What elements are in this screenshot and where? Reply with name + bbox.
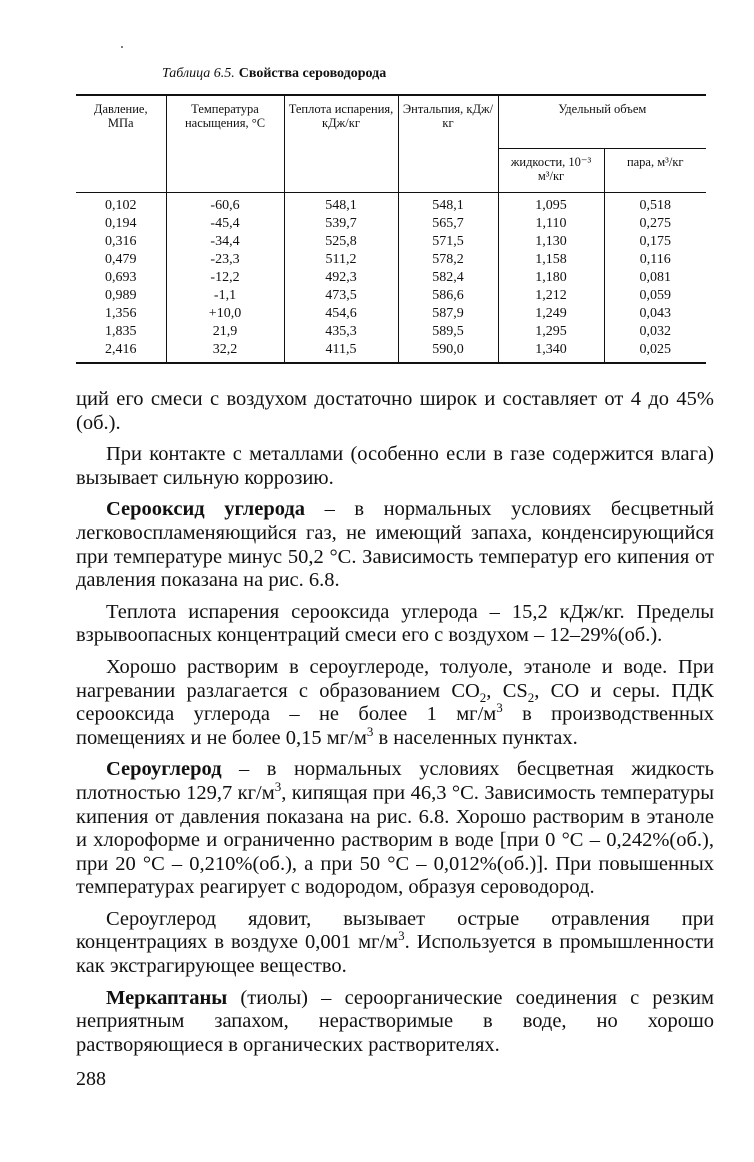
superscript: 3 xyxy=(274,779,282,795)
cell-enthalpy: 578,2 xyxy=(398,251,498,269)
table-body xyxy=(76,193,706,364)
cell-enthalpy: 548,1 xyxy=(398,193,498,216)
table-number: Таблица 6.5. xyxy=(162,66,235,81)
table-caption xyxy=(162,66,386,82)
cell-liquid-volume: 1,340 xyxy=(498,341,604,363)
table-row xyxy=(76,193,706,216)
paragraph-7-text-a: Сероуглерод ядовит, вызывает острые отравления при концентрациях в воздухе 0,001 мг/м xyxy=(76,907,714,954)
table-row xyxy=(76,251,706,269)
term-carbonyl-sulfide: Серооксид углерода xyxy=(106,498,306,521)
cell-evaporation-heat: 473,5 xyxy=(284,287,398,305)
cell-enthalpy: 589,5 xyxy=(398,323,498,341)
cell-liquid-volume: 1,295 xyxy=(498,323,604,341)
print-speck xyxy=(121,46,123,48)
cell-enthalpy: 587,9 xyxy=(398,305,498,323)
cell-saturation-temperature: -45,4 xyxy=(166,215,284,233)
cell-saturation-temperature: -60,6 xyxy=(166,193,284,216)
cell-evaporation-heat: 435,3 xyxy=(284,323,398,341)
table-row xyxy=(76,233,706,251)
paragraph-7-text-b: . Используется в промышленности как экстрагирующее вещество. xyxy=(76,931,714,978)
superscript: 3 xyxy=(398,928,405,944)
cell-liquid-volume: 1,249 xyxy=(498,305,604,323)
header-saturation-temperature: Температура насыщения, °С xyxy=(166,95,284,193)
paragraph-6-text-a: – в нормальных условиях бесцветная жидкость плотностью 129,7 кг/м xyxy=(76,758,714,804)
header-vapor-volume: пара, м³/кг xyxy=(604,148,706,192)
cell-liquid-volume: 1,095 xyxy=(498,193,604,216)
header-liquid-volume: жидкости, 10⁻³ м³/кг xyxy=(498,148,604,192)
header-pressure: Давление, МПа xyxy=(76,95,166,193)
cell-liquid-volume: 1,180 xyxy=(498,269,604,287)
paragraph-7 xyxy=(76,908,714,979)
paragraph-8-text: (тиолы) – сероорганические соединения с резким неприятным запахом, нерастворимые в воде, но хорошо растворяющиеся в органических растворителях. xyxy=(76,986,714,1056)
paragraph-5-text-d: в производственных помещениях и не более 0,15 мг/м xyxy=(76,703,714,749)
table-row xyxy=(76,323,706,341)
page-number: 288 xyxy=(76,1068,106,1090)
cell-enthalpy: 586,6 xyxy=(398,287,498,305)
paragraph-5-text-e: в населенных пунктах. xyxy=(373,726,578,749)
header-evaporation-heat: Теплота испарения, кДж/кг xyxy=(284,95,398,193)
cell-pressure: 1,356 xyxy=(76,305,166,323)
cell-evaporation-heat: 511,2 xyxy=(284,251,398,269)
cell-enthalpy: 590,0 xyxy=(398,341,498,363)
cell-pressure: 0,989 xyxy=(76,287,166,305)
cell-saturation-temperature: -1,1 xyxy=(166,287,284,305)
cell-saturation-temperature: -34,4 xyxy=(166,233,284,251)
cell-evaporation-heat: 454,6 xyxy=(284,305,398,323)
cell-pressure: 0,693 xyxy=(76,269,166,287)
table-row xyxy=(76,215,706,233)
cell-pressure: 2,416 xyxy=(76,341,166,363)
cell-vapor-volume: 0,043 xyxy=(604,305,706,323)
cell-vapor-volume: 0,175 xyxy=(604,233,706,251)
cell-pressure: 0,316 xyxy=(76,233,166,251)
cell-saturation-temperature: 32,2 xyxy=(166,341,284,363)
cell-saturation-temperature: -23,3 xyxy=(166,251,284,269)
table-title: Свойства сероводорода xyxy=(238,66,387,81)
table-row xyxy=(76,305,706,323)
cell-pressure: 1,835 xyxy=(76,323,166,341)
cell-saturation-temperature: -12,2 xyxy=(166,269,284,287)
term-mercaptans: Меркаптаны xyxy=(106,986,228,1009)
paragraph-5-text-c: , CO и серы. ПДК серооксида углерода – не более 1 мг/м xyxy=(76,679,714,726)
cell-liquid-volume: 1,212 xyxy=(498,287,604,305)
paragraph-8 xyxy=(76,987,714,1058)
cell-enthalpy: 565,7 xyxy=(398,215,498,233)
cell-saturation-temperature: +10,0 xyxy=(166,305,284,323)
paragraph-5 xyxy=(76,656,714,750)
cell-evaporation-heat: 492,3 xyxy=(284,269,398,287)
cell-liquid-volume: 1,110 xyxy=(498,215,604,233)
paragraph-3-text: – в нормальных условиях бесцветный легковоспламеняющийся газ, не имеющий запаха, конденсирующийся при температуре минус 50,2 °С. Зависимость температур его кипения от давления показана на рис. 6.8. xyxy=(76,498,714,592)
cell-vapor-volume: 0,032 xyxy=(604,323,706,341)
paragraph-3 xyxy=(76,498,714,592)
cell-vapor-volume: 0,081 xyxy=(604,269,706,287)
cell-vapor-volume: 0,116 xyxy=(604,251,706,269)
cell-saturation-temperature: 21,9 xyxy=(166,323,284,341)
cell-pressure: 0,194 xyxy=(76,215,166,233)
cell-pressure: 0,102 xyxy=(76,193,166,216)
paragraph-5-text-a: Хорошо растворим в сероуглероде, толуоле, этаноле и воде. При нагревании разлагается с образованием CO xyxy=(76,655,714,702)
paragraph-1: ций его смеси с воздухом достаточно широк и составляет от 4 до 45% (об.). xyxy=(76,388,714,434)
header-enthalpy: Энтальпия, кДж/кг xyxy=(398,95,498,193)
cell-vapor-volume: 0,025 xyxy=(604,341,706,363)
paragraph-2: При контакте с металлами (особенно если в газе содержится влага) вызывает сильную коррозию. xyxy=(76,443,714,489)
cell-pressure: 0,479 xyxy=(76,251,166,269)
table-row xyxy=(76,341,706,363)
subscript: 2 xyxy=(527,689,535,705)
table-row xyxy=(76,269,706,287)
paragraph-6-text-b: , кипящая при 46,3 °С. Зависимость температуры кипения от давления показана на рис. 6.8. Хорошо растворим в этаноле и хлороформе и ограниченно растворим в воде [при 0 °С – 0,242%(об.), при 20 °С – 0,210%(об.), а при 50 °С – 0,012%(об.)]. При повышенных температурах реагирует с водородом, образуя сероводород. xyxy=(76,781,714,899)
cell-vapor-volume: 0,518 xyxy=(604,193,706,216)
term-carbon-disulfide: Сероуглерод xyxy=(106,758,222,781)
body-text xyxy=(76,388,714,1065)
cell-evaporation-heat: 411,5 xyxy=(284,341,398,363)
superscript: 3 xyxy=(496,700,503,716)
cell-liquid-volume: 1,158 xyxy=(498,251,604,269)
properties-table xyxy=(76,94,706,364)
cell-evaporation-heat: 539,7 xyxy=(284,215,398,233)
header-specific-volume: Удельный объем xyxy=(498,95,706,148)
paragraph-6 xyxy=(76,758,714,900)
cell-evaporation-heat: 548,1 xyxy=(284,193,398,216)
table-row xyxy=(76,287,706,305)
paragraph-4: Теплота испарения серооксида углерода – 15,2 кДж/кг. Пределы взрывоопасных концентраций смеси его с воздухом – 12–29%(об.). xyxy=(76,600,714,647)
cell-liquid-volume: 1,130 xyxy=(498,233,604,251)
cell-vapor-volume: 0,059 xyxy=(604,287,706,305)
paragraph-5-text-b: , CS xyxy=(486,679,528,702)
subscript: 2 xyxy=(479,689,487,705)
cell-enthalpy: 582,4 xyxy=(398,269,498,287)
cell-enthalpy: 571,5 xyxy=(398,233,498,251)
cell-vapor-volume: 0,275 xyxy=(604,215,706,233)
cell-evaporation-heat: 525,8 xyxy=(284,233,398,251)
superscript: 3 xyxy=(366,723,374,739)
